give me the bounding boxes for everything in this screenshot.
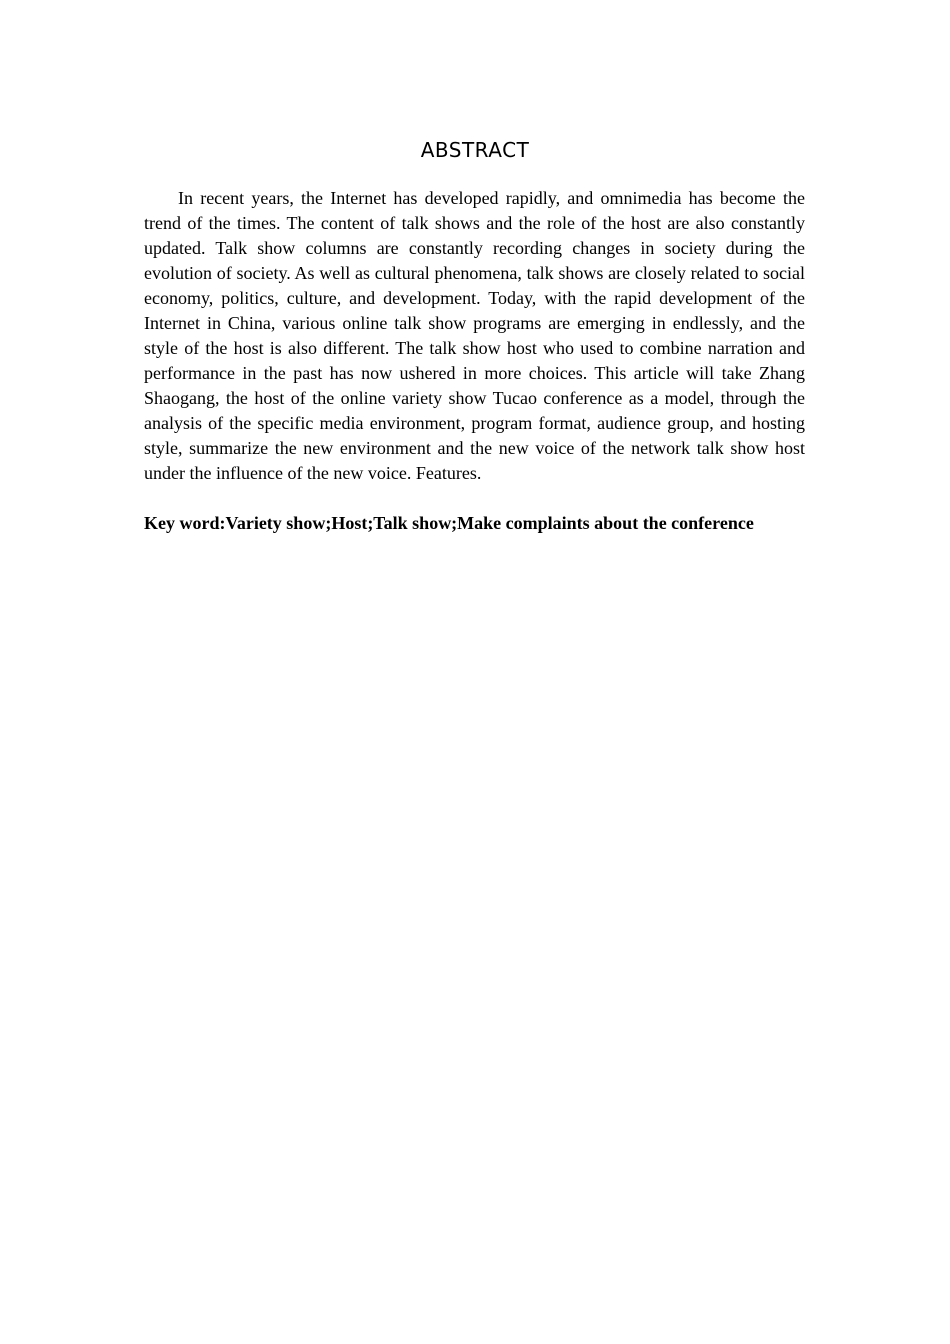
keywords-line: Key word:Variety show;Host;Talk show;Make complaints about the conference: [144, 513, 754, 533]
abstract-body: In recent years, the Internet has developed rapidly, and omnimedia has become the trend of the times. The content of talk shows and the role of the host are also constantly updated. Talk show columns are constantly recording changes in society during the evolution of society. As well as cultural phenomena, talk shows are closely related to social economy, politics, culture, and development. Today, with the rapid development of the Internet in China, various online talk show programs are emerging in endlessly, and the style of the host is also different. The talk show host who used to combine narration and performance in the past has now ushered in more choices. This article will take Zhang Shaogang, the host of the online variety show Tucao conference as a model, through the analysis of the specific media environment, program format, audience group, and hosting style, summarize the new environment and the new voice of the network talk show host under the influence of the new voice. Features.: [144, 188, 805, 483]
abstract-title: ABSTRACT: [420, 138, 530, 162]
